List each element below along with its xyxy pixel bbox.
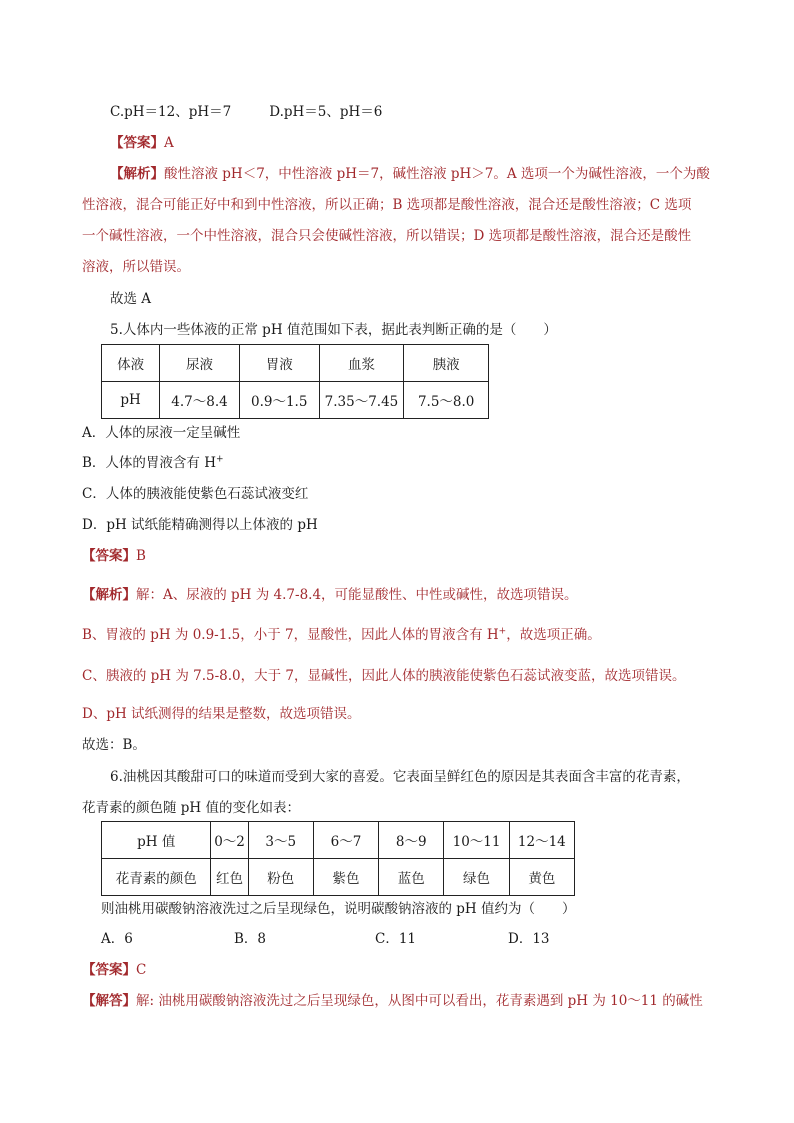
q4-analysis-line-1: 【解析】酸性溶液 pH＜7，中性溶液 pH＝7，碱性溶液 pH＞7。A 选项一个为碱性溶液，一个为酸 bbox=[110, 166, 710, 182]
table-cell: 8～9 bbox=[379, 822, 444, 859]
table-cell: 绿色 bbox=[444, 859, 509, 896]
q6-option-b: B．8 bbox=[234, 931, 267, 947]
q5-analysis-d: D、pH 试纸测得的结果是整数，故选项错误。 bbox=[82, 706, 361, 722]
table-cell: 红色 bbox=[211, 859, 248, 896]
q4-analysis-line-2: 性溶液，混合可能正好中和到中性溶液，所以正确；B 选项都是酸性溶液，混合还是酸性溶液；C 选项 bbox=[82, 197, 692, 213]
q5-option-d: D．pH 试纸能精确测得以上体液的 pH bbox=[82, 517, 318, 533]
table-cell: 蓝色 bbox=[379, 859, 444, 896]
q6-analysis-line: 【解答】解: 油桃用碳酸钠溶液洗过之后呈现绿色，从图中可以看出，花青素遇到 pH 为 10～11 的碱性 bbox=[82, 993, 703, 1009]
answer-tag: 【答案】 bbox=[82, 548, 136, 564]
q5-ph-table bbox=[101, 344, 489, 419]
table-cell: 7.5～8.0 bbox=[404, 382, 489, 419]
q6-answer bbox=[82, 960, 146, 980]
superscript-plus: + bbox=[216, 454, 224, 465]
q5-stem: 5.人体内一些体液的正常 pH 值范围如下表，据此表判断正确的是（ ） bbox=[110, 322, 557, 338]
q6-stem-line-2: 花青素的颜色随 pH 值的变化如表： bbox=[82, 800, 300, 816]
table-row bbox=[102, 345, 489, 382]
table-cell: 12～14 bbox=[509, 822, 574, 859]
analysis-tag: 【解答】 bbox=[82, 993, 136, 1009]
q5-option-c: C．人体的胰液能使紫色石蕊试液变红 bbox=[82, 486, 309, 502]
table-cell: 黄色 bbox=[509, 859, 574, 896]
table-row bbox=[102, 859, 575, 896]
table-cell: 7.35～7.45 bbox=[319, 382, 404, 419]
table-cell: 10～11 bbox=[444, 822, 509, 859]
q4-analysis-line-4: 溶液，所以错误。 bbox=[82, 259, 190, 275]
table-row bbox=[102, 382, 489, 419]
q5-answer bbox=[82, 546, 146, 566]
q6-stem-line-1: 6.油桃因其酸甜可口的味道而受到大家的喜爱。它表面呈鲜红色的原因是其表面含丰富的花青素， bbox=[110, 769, 690, 785]
q4-option-d: D.pH＝5、pH＝6 bbox=[269, 104, 383, 120]
q6-options bbox=[101, 929, 550, 949]
q5-analysis-c: C、胰液的 pH 为 7.5-8.0，大于 7，显碱性，因此人体的胰液能使紫色石蕊试液变蓝，故选项错误。 bbox=[82, 668, 686, 684]
table-cell: 粉色 bbox=[248, 859, 313, 896]
answer-value: C bbox=[136, 962, 147, 978]
table-cell: 胰液 bbox=[404, 345, 489, 382]
table-cell: 4.7～8.4 bbox=[160, 382, 240, 419]
q5-analysis-a: 【解析】解：A、尿液的 pH 为 4.7-8.4，可能显酸性、中性或碱性，故选项错误。 bbox=[82, 587, 578, 603]
q5-option-a: A．人体的尿液一定呈碱性 bbox=[82, 425, 241, 441]
answer-tag: 【答案】 bbox=[82, 962, 136, 978]
q6-color-table bbox=[101, 821, 575, 896]
answer-value: A bbox=[164, 135, 174, 151]
analysis-tag: 【解析】 bbox=[82, 587, 136, 603]
table-cell: 0.9～1.5 bbox=[239, 382, 319, 419]
table-cell: 花青素的颜色 bbox=[102, 859, 211, 896]
table-cell: pH 值 bbox=[102, 822, 211, 859]
table-cell: 紫色 bbox=[313, 859, 378, 896]
table-cell: 胃液 bbox=[239, 345, 319, 382]
answer-value: B bbox=[136, 548, 146, 564]
table-cell: 3～5 bbox=[248, 822, 313, 859]
table-row bbox=[102, 822, 575, 859]
q6-option-c: C．11 bbox=[375, 931, 417, 947]
q6-option-d: D．13 bbox=[508, 931, 550, 947]
q4-option-c: C.pH＝12、pH＝7 bbox=[110, 104, 232, 120]
table-cell: 血浆 bbox=[319, 345, 404, 382]
table-cell: 体液 bbox=[102, 345, 160, 382]
q5-analysis-b: B、胃液的 pH 为 0.9-1.5，小于 7，显酸性，因此人体的胃液含有 H+，故选项正确。 bbox=[82, 626, 601, 643]
q6-option-a: A．6 bbox=[101, 931, 133, 947]
analysis-tag: 【解析】 bbox=[110, 166, 164, 182]
q5-conclusion: 故选：B。 bbox=[82, 737, 146, 753]
q4-options-cd bbox=[110, 102, 382, 122]
table-cell: 6～7 bbox=[313, 822, 378, 859]
table-cell: pH bbox=[102, 382, 160, 419]
answer-tag: 【答案】 bbox=[110, 135, 164, 151]
q4-answer bbox=[110, 133, 174, 153]
q5-option-b: B．人体的胃液含有 H+ bbox=[82, 454, 224, 471]
table-cell: 尿液 bbox=[160, 345, 240, 382]
q4-conclusion: 故选 A bbox=[110, 291, 152, 307]
q6-question: 则油桃用碳酸钠溶液洗过之后呈现绿色，说明碳酸钠溶液的 pH 值约为（ ） bbox=[101, 901, 576, 917]
q4-analysis-line-3: 一个碱性溶液，一个中性溶液，混合只会使碱性溶液，所以错误；D 选项都是酸性溶液，混合还是酸性 bbox=[82, 228, 692, 244]
table-cell: 0～2 bbox=[211, 822, 248, 859]
